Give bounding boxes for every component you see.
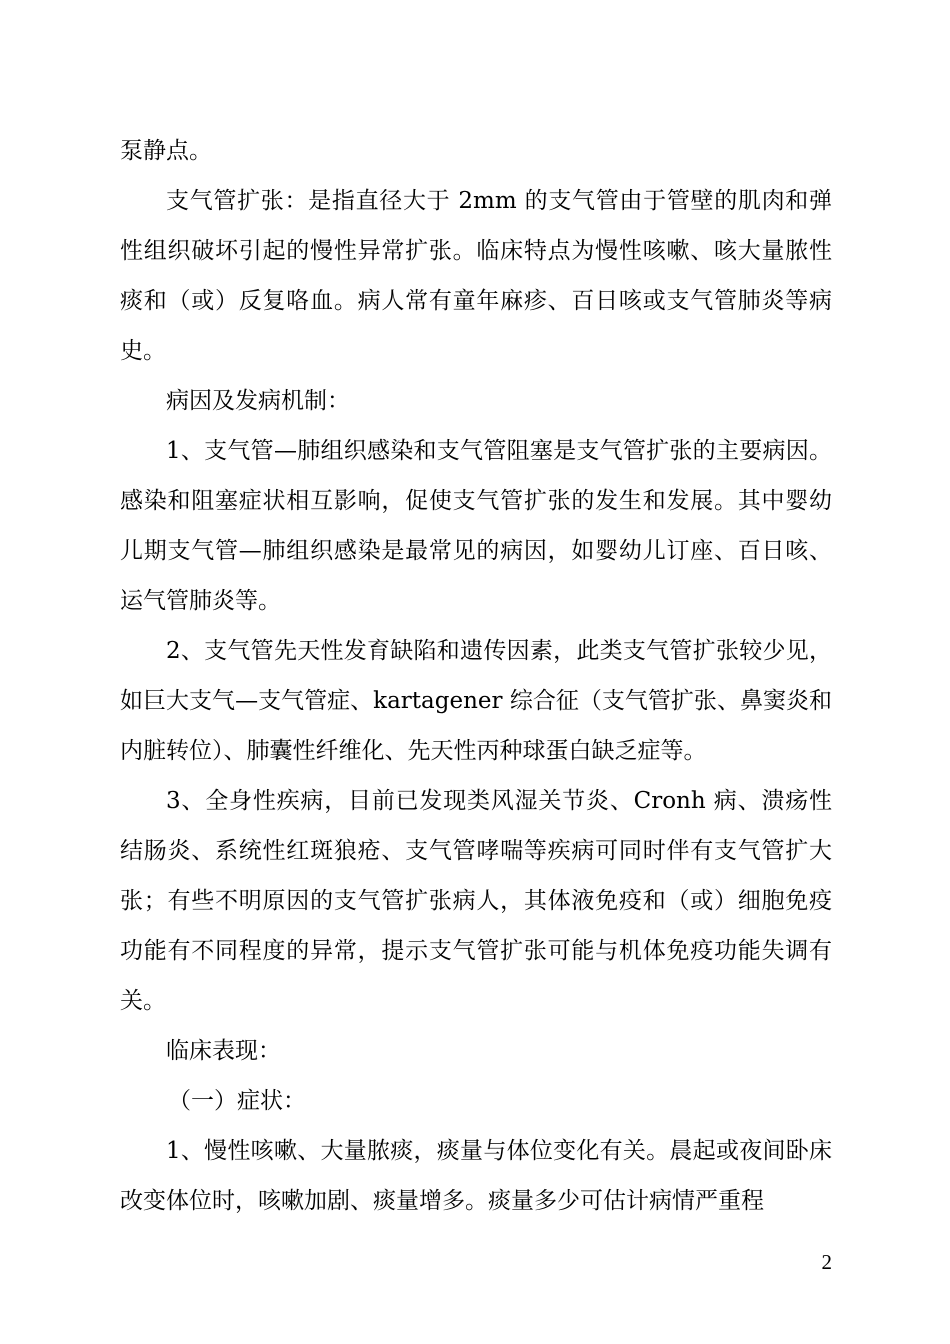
document-body [120, 126, 832, 1226]
paragraph-etiology-3: 3、全身性疾病，目前已发现类风湿关节炎、Cronh 病、溃疡性结肠炎、系统性红斑狼疮、支气管哮喘等疾病可同时伴有支气管扩大张；有些不明原因的支气管扩张病人，其体液免疫和（或）细胞免疫功能有不同程度的异常，提示支气管扩张可能与机体免疫功能失调有关。 [120, 788, 832, 1014]
paragraph-etiology-1: 1、支气管—肺组织感染和支气管阻塞是支气管扩张的主要病因。感染和阻塞症状相互影响，促使支气管扩张的发生和发展。其中婴幼儿期支气管—肺组织感染是最常见的病因，如婴幼儿订座、百日咳、运气管肺炎等。 [120, 438, 832, 614]
paragraph-continuation: 泵静点。 [120, 138, 212, 164]
paragraph-symptom-1: 1、慢性咳嗽、大量脓痰，痰量与体位变化有关。晨起或夜间卧床改变体位时，咳嗽加剧、痰量增多。痰量多少可估计病情严重程 [120, 1138, 832, 1214]
page-number: 2 [821, 1250, 832, 1274]
paragraph-definition: 支气管扩张：是指直径大于 2mm 的支气管由于管壁的肌肉和弹性组织破坏引起的慢性异常扩张。临床特点为慢性咳嗽、咳大量脓性痰和（或）反复咯血。病人常有童年麻疹、百日咳或支气管肺炎等病史。 [120, 188, 832, 364]
section-heading-clinical: 临床表现： [166, 1038, 281, 1064]
section-heading-etiology: 病因及发病机制： [166, 388, 350, 414]
subsection-heading-symptoms: （一）症状： [168, 1088, 306, 1114]
paragraph-etiology-2: 2、支气管先天性发育缺陷和遗传因素，此类支气管扩张较少见，如巨大支气—支气管症、kartagener 综合征（支气管扩张、鼻窦炎和内脏转位）、肺囊性纤维化、先天性丙种球蛋白缺乏症等。 [120, 638, 832, 764]
